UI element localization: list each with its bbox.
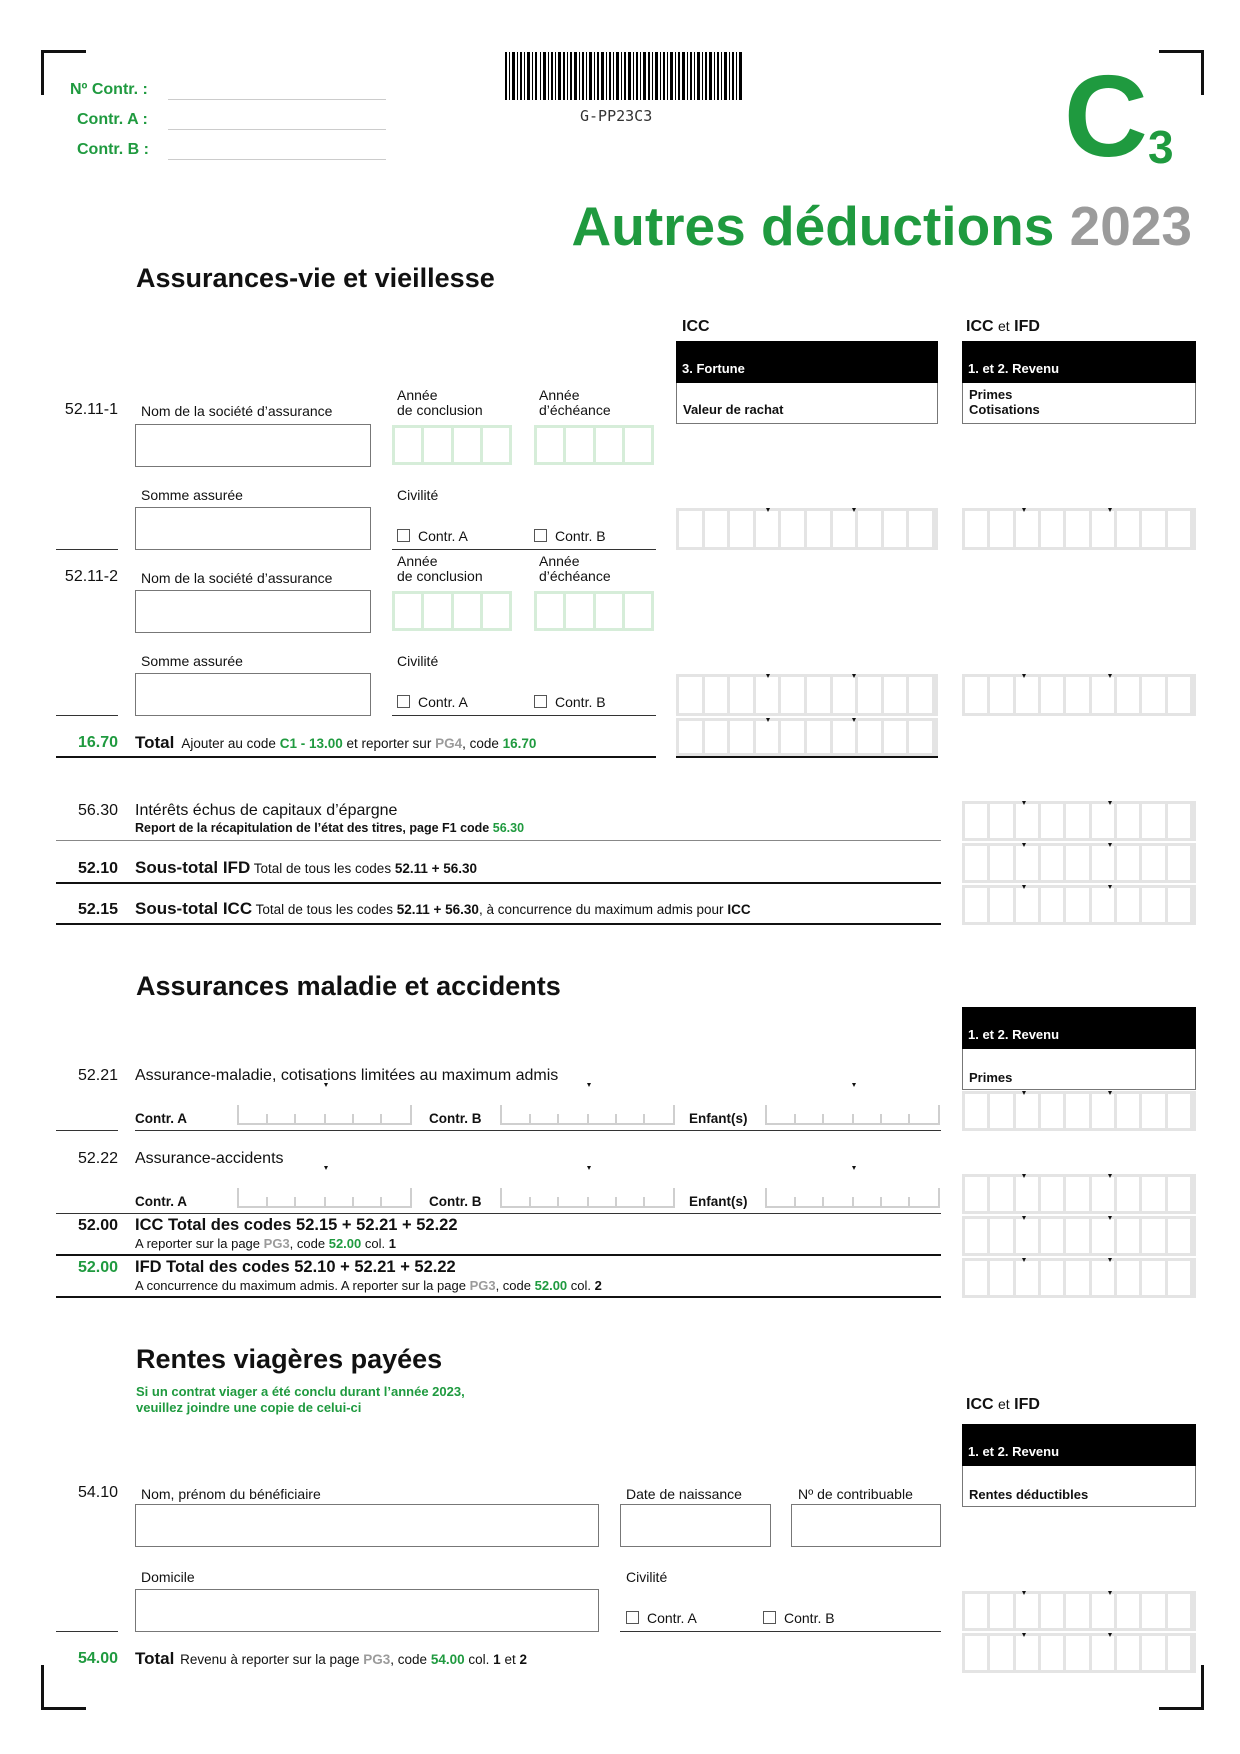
rentes-total-text3: col.: [468, 1652, 490, 1667]
total-ifd-sub: [135, 1278, 602, 1293]
barcode-text: G-PP23C3: [580, 107, 653, 125]
total-text3: , code: [462, 736, 499, 751]
health-row-code: 52.21: [77, 1067, 118, 1084]
total-icc-label: ICC Total des codes 52.15 + 52.21 + 52.22: [135, 1216, 458, 1234]
year-echeance-label: [539, 388, 611, 418]
barcode: [505, 52, 745, 100]
taxpayer-input[interactable]: [791, 1504, 941, 1547]
total-icc-ref2: 52.00: [328, 1236, 362, 1251]
rentes-total-text4: 1: [493, 1652, 501, 1667]
subtotal-ifd-text: Total de tous les codes: [253, 861, 392, 876]
total-icc-sub3: col.: [364, 1236, 386, 1251]
rentes-col-ifd: IFD: [1014, 1396, 1040, 1413]
revenu-subheader-rentes: [962, 1466, 1196, 1507]
civility-contr-a[interactable]: [397, 694, 468, 710]
checkbox[interactable]: [534, 695, 547, 708]
year-echeance-l1: Année: [539, 387, 580, 403]
checkbox[interactable]: [397, 529, 410, 542]
rentes-total-text5: et: [504, 1652, 516, 1667]
revenu-subheader-life: [962, 383, 1196, 424]
interest-sub-ref: 56.30: [492, 821, 525, 835]
rentes-total-ref1: PG3: [363, 1652, 391, 1667]
row-divider: [620, 1631, 941, 1632]
rentes-total-ref2: 54.00: [430, 1652, 465, 1667]
fortune-amount[interactable]: [676, 674, 938, 716]
total-ifd-code: 52.00: [77, 1259, 118, 1276]
rentes-total-text2: , code: [390, 1652, 428, 1667]
civility-contr-b[interactable]: [534, 528, 606, 544]
year-conclusion-input[interactable]: [392, 591, 512, 631]
rentes-total-code: 54.00: [77, 1650, 118, 1667]
contr-a-text: Contr. A: [418, 694, 468, 710]
total-ref2: PG4: [435, 736, 463, 751]
rentes-total-text: Revenu à reporter sur la page: [180, 1652, 360, 1667]
row-divider: [56, 1213, 941, 1214]
subtotal-ifd-ref: 52.11 + 56.30: [394, 861, 478, 876]
sum-label: Somme assurée: [141, 653, 243, 669]
interest-amount[interactable]: [962, 801, 1196, 841]
fortune-subheader: [676, 383, 938, 424]
row-divider: [392, 549, 656, 550]
domicile-input[interactable]: [135, 1589, 599, 1632]
row-divider: [135, 1130, 941, 1131]
health-children-input[interactable]: [765, 1105, 940, 1125]
company-label: Nom de la société d’assurance: [141, 570, 333, 586]
health-contr-b-label: Contr. B: [429, 1111, 482, 1126]
health-amount[interactable]: [962, 1091, 1196, 1131]
form-number: 3: [1148, 121, 1174, 173]
crop-mark-top-right: [1159, 50, 1204, 95]
health-row-label: Assurance-accidents: [135, 1150, 284, 1167]
subtotal-ifd-row: [135, 858, 477, 878]
company-input[interactable]: [135, 424, 371, 467]
total-icc-ref1: PG3: [263, 1236, 290, 1251]
subtotal-icc-code: 52.15: [77, 901, 118, 918]
interest-sub-text: Report de la récapitulation de l’état des titres, page F1 code: [135, 821, 490, 835]
civility-contr-a[interactable]: [397, 528, 468, 544]
total-ifd-label: IFD Total des codes 52.10 + 52.21 + 52.22: [135, 1258, 456, 1276]
total-ifd-amount[interactable]: [962, 1258, 1196, 1298]
rentes-col-et: et: [998, 1396, 1010, 1412]
total-ifd-sub4: 2: [594, 1278, 602, 1293]
rentes-total-amount[interactable]: [962, 1633, 1196, 1673]
rentes-code: 54.10: [77, 1484, 118, 1501]
year-echeance-input[interactable]: [534, 591, 654, 631]
taxpayer-label: Nº de contribuable: [798, 1486, 913, 1502]
revenu-sub-rentes: Rentes déductibles: [969, 1487, 1089, 1502]
health-contr-a-label: Contr. A: [135, 1194, 187, 1209]
total-icc-sub4: 1: [388, 1236, 396, 1251]
rentes-total-label: Total: [135, 1649, 175, 1668]
row-divider: [56, 1254, 941, 1256]
subtotal-ifd-code: 52.10: [77, 860, 118, 877]
subtotal-icc-ref: 52.11 + 56.30: [396, 902, 479, 917]
contr-label: Nº Contr. :: [70, 81, 148, 98]
year-conclusion-input[interactable]: [392, 425, 512, 465]
subtotal-ifd-amount[interactable]: [962, 843, 1196, 883]
health-row-code: 52.22: [77, 1150, 118, 1167]
contr-b-text: Contr. B: [555, 528, 606, 544]
revenu-header-health: 1. et 2. Revenu: [962, 1007, 1196, 1049]
total-icc-sub2: , code: [289, 1236, 326, 1251]
rentes-note-2: veuillez joindre une copie de celui-ci: [136, 1400, 362, 1415]
beneficiary-input[interactable]: [135, 1504, 599, 1547]
contr-a-text: Contr. A: [418, 528, 468, 544]
col-icc-ifd-et: et: [998, 318, 1010, 334]
year-echeance-l1: Année: [539, 553, 580, 569]
health-row-label: Assurance-maladie, cotisations limitées au maximum admis: [135, 1067, 559, 1084]
civility-label: Civilité: [397, 487, 439, 503]
form-letter: C: [1064, 51, 1148, 181]
year-echeance-l2: d’échéance: [539, 568, 611, 584]
row-divider: [56, 840, 941, 841]
col-icc-ifd-ifd: IFD: [1014, 318, 1040, 335]
revenu-sub-cotisations: Cotisations: [969, 402, 1040, 417]
revenu-amount[interactable]: [962, 508, 1196, 550]
rentes-civility-contr-b[interactable]: [763, 1610, 835, 1626]
total-underline: [56, 756, 656, 758]
beneficiary-label: Nom, prénom du bénéficiaire: [141, 1486, 321, 1502]
crop-mark-bottom-left: [41, 1665, 86, 1710]
health-children-label: Enfant(s): [689, 1194, 748, 1209]
checkbox[interactable]: [763, 1611, 776, 1624]
year-conclusion-label: [397, 388, 483, 418]
interest-sub: [135, 821, 524, 835]
contr-a-line[interactable]: [168, 129, 386, 130]
total-ifd-ref1: PG3: [469, 1278, 496, 1293]
health-children-input[interactable]: [765, 1188, 940, 1208]
fortune-total-amount[interactable]: [676, 718, 938, 756]
civility-label: Civilité: [397, 653, 439, 669]
total-text1: Ajouter au code: [181, 736, 276, 751]
health-contr-a-input[interactable]: [237, 1105, 412, 1125]
contr-line[interactable]: [168, 99, 386, 100]
sum-input[interactable]: [135, 673, 371, 716]
company-input[interactable]: [135, 590, 371, 633]
rentes-amount[interactable]: [962, 1591, 1196, 1631]
section-title-life: Assurances-vie et vieillesse: [136, 263, 495, 293]
row-divider: [56, 1296, 941, 1298]
civility-contr-b[interactable]: [534, 694, 606, 710]
total-ref3: 16.70: [502, 736, 537, 751]
total-icc-amount[interactable]: [962, 1216, 1196, 1256]
health-contr-b-label: Contr. B: [429, 1194, 482, 1209]
page-title: [572, 196, 1192, 257]
col-icc-ifd-label: [966, 318, 1040, 336]
accident-amount[interactable]: [962, 1174, 1196, 1214]
subtotal-ifd-label: Sous-total IFD: [135, 858, 251, 877]
contr-b-text: Contr. B: [555, 694, 606, 710]
row-code: 52.11-1: [64, 401, 118, 418]
total-text2: et reporter sur: [346, 736, 432, 751]
col-icc-ifd-icc: ICC: [966, 318, 994, 335]
row-divider: [56, 1631, 118, 1632]
rentes-col-label: [966, 1396, 1040, 1414]
year-conclusion-l1: Année: [397, 387, 438, 403]
fortune-header: 3. Fortune: [676, 341, 938, 383]
revenu-amount[interactable]: [962, 674, 1196, 716]
revenu-sub-primes: Primes: [969, 1070, 1013, 1085]
checkbox[interactable]: [397, 695, 410, 708]
total-underline-amount: [676, 756, 938, 758]
total-icc-code: 52.00: [77, 1217, 118, 1234]
total-ifd-sub2: , code: [495, 1278, 531, 1293]
row-divider: [56, 1130, 118, 1131]
row-code: 52.11-2: [64, 568, 118, 585]
contr-a-text: Contr. A: [647, 1610, 697, 1626]
subtotal-icc-text2: , à concurrence du maximum admis pour: [478, 902, 724, 917]
total-icc-sub1: A reporter sur la page: [135, 1236, 261, 1251]
year-conclusion-label: [397, 554, 483, 584]
birth-input[interactable]: [620, 1504, 771, 1547]
col-icc-label: ICC: [682, 318, 710, 335]
fortune-sub-label: Valeur de rachat: [683, 402, 784, 417]
year-conclusion-l2: de conclusion: [397, 402, 483, 418]
interest-code: 56.30: [77, 802, 118, 819]
health-children-label: Enfant(s): [689, 1111, 748, 1126]
revenu-header-rentes: 1. et 2. Revenu: [962, 1424, 1196, 1466]
interest-label: Intérêts échus de capitaux d’épargne: [135, 802, 398, 819]
sum-label: Somme assurée: [141, 487, 243, 503]
contr-a-label: Contr. A :: [77, 111, 148, 128]
row-divider: [56, 923, 941, 925]
revenu-sub-primes: Primes: [969, 387, 1013, 402]
rentes-note-1: Si un contrat viager a été conclu durant l’année 2023,: [136, 1384, 465, 1399]
year-conclusion-l1: Année: [397, 553, 438, 569]
health-contr-a-input[interactable]: [237, 1188, 412, 1208]
contr-b-label: Contr. B :: [77, 141, 149, 158]
subtotal-icc-row: [135, 899, 751, 919]
revenu-subheader-health: [962, 1049, 1196, 1090]
total-ifd-sub1: A concurrence du maximum admis. A reporter sur la page: [135, 1278, 466, 1293]
subtotal-icc-label: Sous-total ICC: [135, 899, 253, 918]
title-year: 2023: [1069, 195, 1192, 257]
year-echeance-label: [539, 554, 611, 584]
total-label: Total: [135, 733, 175, 752]
rentes-civility-contr-a[interactable]: [626, 1610, 697, 1626]
company-label: Nom de la société d’assurance: [141, 403, 333, 419]
subtotal-icc-amount[interactable]: [962, 885, 1196, 925]
title-text: Autres déductions: [571, 195, 1055, 257]
birth-label: Date de naissance: [626, 1486, 742, 1502]
row-divider: [56, 882, 941, 884]
total-row-life: [135, 733, 536, 753]
health-contr-b-input[interactable]: [500, 1188, 675, 1208]
subtotal-icc-ref2: ICC: [727, 902, 751, 917]
subtotal-icc-text: Total de tous les codes: [255, 902, 393, 917]
rentes-total-text6: 2: [519, 1652, 527, 1667]
checkbox[interactable]: [626, 1611, 639, 1624]
fortune-amount[interactable]: [676, 508, 938, 550]
total-icc-sub: [135, 1236, 396, 1251]
contr-b-line[interactable]: [168, 159, 386, 160]
rentes-total-row: [135, 1649, 527, 1669]
row-divider: [56, 549, 118, 550]
section-title-health: Assurances maladie et accidents: [136, 971, 561, 1001]
health-contr-a-label: Contr. A: [135, 1111, 187, 1126]
rentes-col-icc: ICC: [966, 1396, 994, 1413]
rentes-civility-label: Civilité: [626, 1569, 668, 1585]
total-code: 16.70: [77, 734, 118, 751]
row-divider: [392, 715, 656, 716]
revenu-header-life: 1. et 2. Revenu: [962, 341, 1196, 383]
total-ref1: C1 - 13.00: [279, 736, 343, 751]
total-ifd-ref2: 52.00: [534, 1278, 568, 1293]
total-ifd-sub3: col.: [570, 1278, 592, 1293]
year-echeance-input[interactable]: [534, 425, 654, 465]
year-echeance-l2: d’échéance: [539, 402, 611, 418]
year-conclusion-l2: de conclusion: [397, 568, 483, 584]
checkbox[interactable]: [534, 529, 547, 542]
row-divider: [56, 715, 118, 716]
section-title-rentes: Rentes viagères payées: [136, 1344, 443, 1374]
domicile-label: Domicile: [141, 1569, 195, 1585]
health-contr-b-input[interactable]: [500, 1105, 675, 1125]
contr-b-text: Contr. B: [784, 1610, 835, 1626]
sum-input[interactable]: [135, 507, 371, 550]
